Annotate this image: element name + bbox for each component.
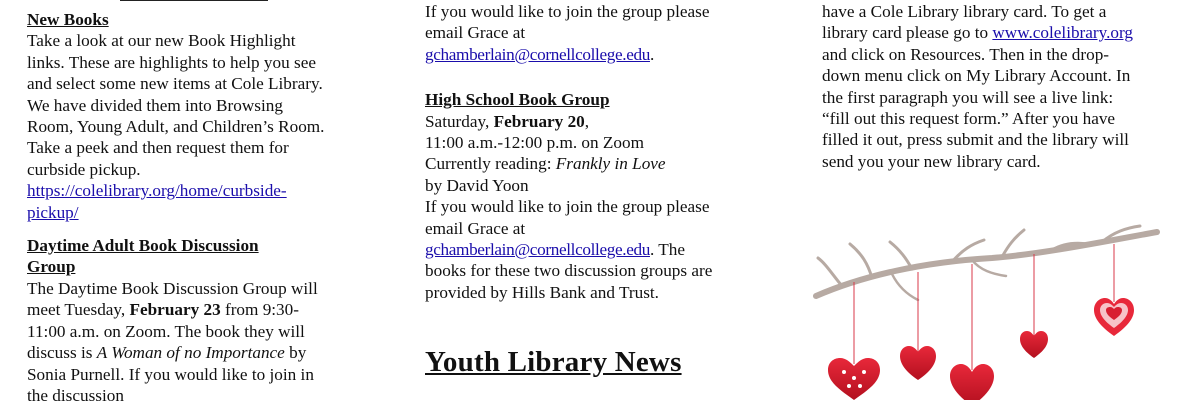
heart-icon [1094, 298, 1134, 336]
daytime-heading: Daytime Adult Book Discussion Group [27, 236, 259, 277]
high-school-heading: High School Book Group [425, 90, 610, 110]
cole-library-link[interactable]: www.colelibrary.org [992, 23, 1134, 43]
column-right [822, 0, 1137, 172]
heart-icon [828, 358, 880, 400]
hs-author: by David Yoon [425, 175, 529, 195]
hs-date: February 20 [493, 111, 585, 131]
email-link-2[interactable]: gchamberlain@cornellcollege.edu [425, 240, 650, 260]
new-books-heading: New Books [27, 10, 109, 29]
column-left [27, 0, 327, 406]
new-books-paragraph [27, 30, 327, 223]
curbside-pickup-link[interactable]: https://colelibrary.org/home/curbside- pickup/ [27, 181, 287, 222]
email-link-1[interactable]: gchamberlain@cornellcollege.edu [425, 44, 650, 64]
daytime-book-title: A Woman of no Importance [96, 343, 285, 363]
hearts-branch-illustration [802, 214, 1174, 400]
library-card-paragraph: have a Cole Library library card. To get a library card please go to www.colelibrary.org and click on Resources. Then in the drop-down menu click on My Library Account. In the first paragraph you will see a live link: “fill out this request form.” After you have filled it out, press submit and the library will send you your new library card. [822, 2, 1134, 171]
hs-time: 11:00 a.m.-12:00 p.m. on Zoom [425, 133, 644, 153]
daytime-date: February 23 [129, 300, 221, 320]
hearts-branch-svg [802, 214, 1174, 400]
new-books-body: Take a look at our new Book Highlight links. These are highlights to help you see and select some new items at Cole Library. We have divided them into Browsing Room, Young Adult, and Children’s Room. Take a peek and then request them for curbside pickup. [27, 31, 325, 179]
column-middle [425, 0, 725, 303]
branch-icon [816, 226, 1157, 300]
high-school-paragraph: Saturday, February 20, 11:00 a.m.-12:00 p.m. on Zoom Currently reading: Frankly in Love by David Yoon If you would like to join the group please email Grace at gchamberlain@cornellcollege.edu. The books for these two discussion groups are provided by Hills Bank and Trust. [425, 111, 713, 302]
hs-book-title: Frankly in Love [555, 154, 666, 174]
daytime-paragraph: The Daytime Book Discussion Group will meet Tuesday, February 23 from 9:30-11:00 a.m. on Zoom. The book they will discuss is A Woman of no Importance by Sonia Purnell. If you would like to join in the discussion [27, 278, 318, 405]
youth-library-news-heading: Youth Library News [425, 346, 682, 378]
join-paragraph: If you would like to join the group please email Grace at gchamberlain@cornellcollege.edu. [425, 2, 710, 64]
